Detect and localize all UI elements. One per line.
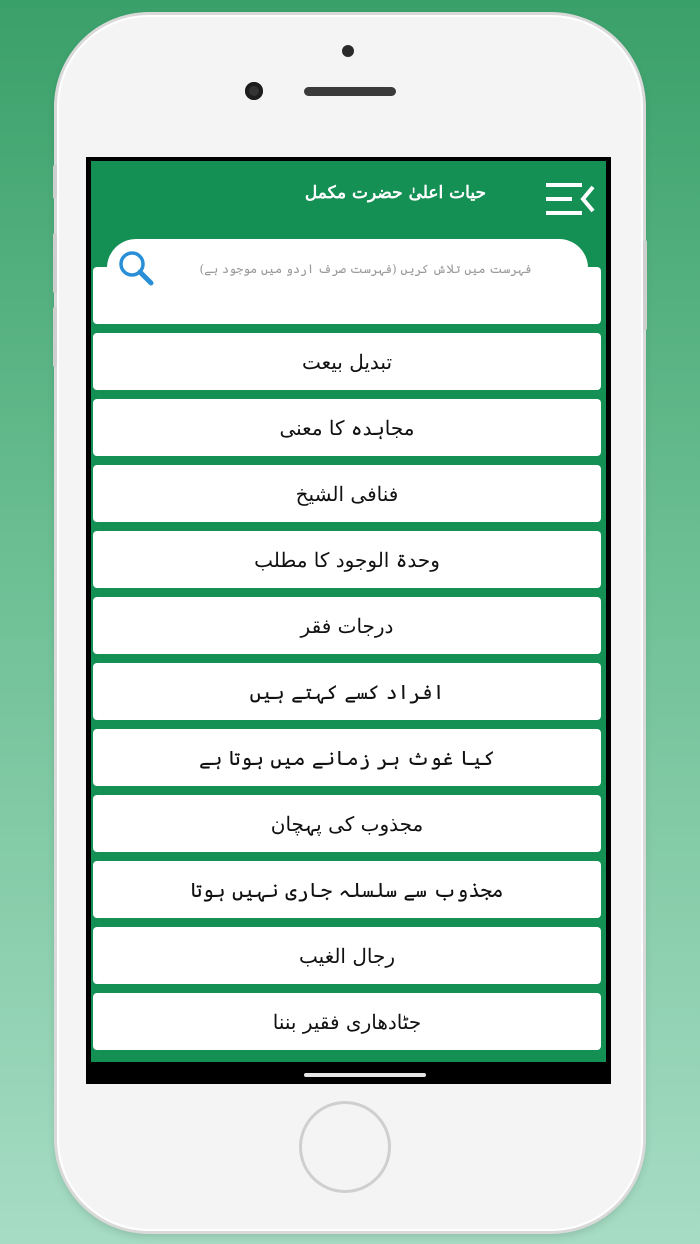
earpiece-speaker xyxy=(304,87,396,96)
home-indicator xyxy=(304,1073,426,1077)
list-item-label: افراد کسے کہتے ہیں xyxy=(249,679,445,704)
phone-volume-down xyxy=(53,307,57,367)
front-sensor xyxy=(342,45,354,57)
list-item-label: فنافی الشیخ xyxy=(295,481,399,506)
list-item-label: تبدیل بیعت xyxy=(301,349,393,374)
list-item-label: کیا غوث ہر زمانے میں ہوتا ہے xyxy=(199,745,495,770)
topic-list-inner xyxy=(91,267,606,1059)
phone-volume-up xyxy=(53,233,57,293)
topic-list[interactable] xyxy=(91,291,606,1062)
list-item-label: مجذوب کی پہچان xyxy=(270,811,424,836)
list-item[interactable] xyxy=(93,729,601,786)
list-item[interactable] xyxy=(93,597,601,654)
front-camera xyxy=(245,82,263,100)
list-item[interactable] xyxy=(93,399,601,456)
list-item[interactable] xyxy=(93,861,601,918)
list-item-label: مجاہدہ کا معنی xyxy=(279,415,415,440)
list-item[interactable] xyxy=(93,333,601,390)
list-item-label: وحدۃ الوجود کا مطلب xyxy=(254,547,440,572)
list-item-label: رجال الغیب xyxy=(299,943,395,968)
phone-screen xyxy=(86,157,611,1084)
list-item[interactable] xyxy=(93,663,601,720)
app-window xyxy=(91,161,606,1062)
list-item-label: جٹادھاری فقیر بننا xyxy=(272,1009,422,1034)
list-item[interactable] xyxy=(93,795,601,852)
list-item-label: مجذوب سے سلسلہ جاری نہیں ہوتا xyxy=(190,877,504,902)
list-item[interactable] xyxy=(93,927,601,984)
search-icon[interactable] xyxy=(115,247,157,289)
app-title: حیات اعلیٰ حضرت مکمل xyxy=(304,183,486,203)
list-item[interactable] xyxy=(93,531,601,588)
home-button[interactable] xyxy=(302,1104,388,1190)
list-item[interactable] xyxy=(93,993,601,1050)
menu-icon[interactable] xyxy=(544,181,596,217)
phone-power-button xyxy=(643,240,647,330)
app-header xyxy=(91,161,606,241)
search-input[interactable] xyxy=(167,251,564,287)
list-item-label: درجات فقر xyxy=(300,613,394,638)
list-item[interactable] xyxy=(93,465,601,522)
search-bar xyxy=(107,239,588,297)
phone-side-button xyxy=(53,165,57,199)
